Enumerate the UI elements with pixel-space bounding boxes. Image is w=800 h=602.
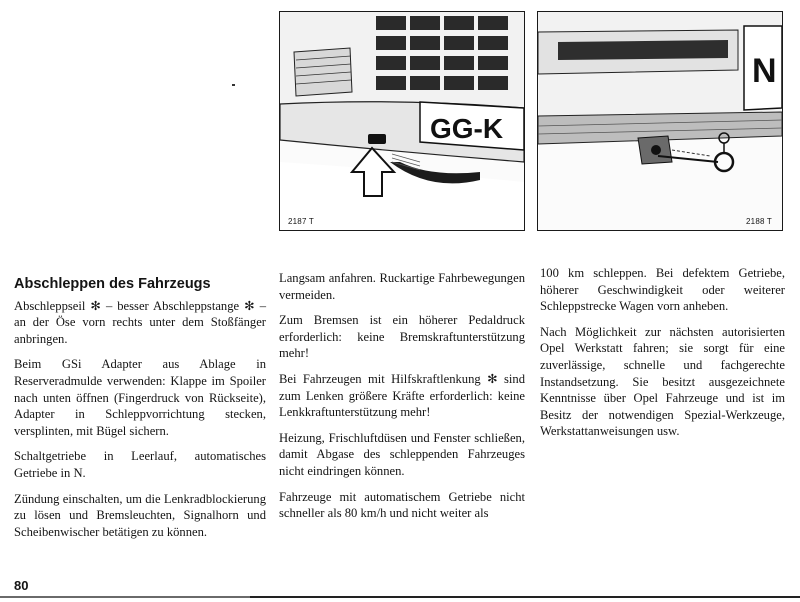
paragraph: 100 km schleppen. Bei defektem Getriebe, höherer Geschwindigkeit oder weiterer Schleppstrecke Wagen vorn anheben.	[540, 266, 785, 314]
figure-code: 2188 T	[746, 217, 772, 226]
section-heading: Abschleppen des Fahrzeugs	[14, 276, 211, 292]
paragraph: Zündung einschalten, um die Lenkradblockierung zu lösen und Bremsleuchten, Signalhorn und Scheibenwischer betätigen zu können.	[14, 491, 266, 539]
figure-code: 2187 T	[288, 217, 314, 226]
paragraph: Abschleppseil ✻ – besser Abschleppstange ✻ – an der Öse vorn rechts unter dem Stoßfänger anbringen.	[14, 298, 266, 346]
paragraph: Langsam anfahren. Ruckartige Fahrbewegungen vermeiden.	[279, 271, 525, 302]
paragraph: Heizung, Frischluftdüsen und Fenster schließen, damit Abgase des schleppenden Fahrzeuges nicht eindringen können.	[279, 430, 525, 478]
towing-eye-icon	[368, 134, 386, 144]
figure-towing-adapter	[537, 11, 783, 231]
bumper-illustration	[280, 12, 524, 230]
adapter-illustration	[538, 12, 782, 230]
bottom-rule-strong	[250, 596, 800, 598]
paragraph: Beim GSi Adapter aus Ablage in Reserveradmulde verwenden: Klappe im Spoiler nach unten öffnen (Fingerdruck von Rückseite), Adapter in Schleppvorrichtung stecken, versplinten, mit Bügel sichern.	[14, 357, 266, 438]
paragraph: Fahrzeuge mit automatischem Getriebe nicht schneller als 80 km/h und nicht weiter als	[279, 489, 525, 521]
text-column-1	[14, 276, 266, 549]
figure-towing-eye-front	[279, 11, 525, 231]
paragraph: Schaltgetriebe in Leerlauf, automatisches Getriebe in N.	[14, 449, 266, 480]
plate-text: GG-K	[430, 113, 504, 144]
paragraph: Nach Möglichkeit zur nächsten autorisierten Opel Werkstatt fahren; sie sorgt für eine zuverlässige, schnelle und fachgerechte Instandsetzung. Sie besitzt ausgezeichnete Kenntnisse über Opel Fahrzeuge und ist im Besitz der notwendigen Spezial-Werkzeuge, Werkstattanweisungen usw.	[540, 324, 785, 439]
svg-text:N: N	[752, 52, 777, 90]
paragraph: Zum Bremsen ist ein höherer Pedaldruck erforderlich: keine Bremskraftunterstützung mehr!	[279, 313, 525, 361]
text-column-3	[540, 265, 785, 449]
page-number: 80	[14, 578, 29, 593]
print-mark	[232, 84, 235, 86]
text-column-2	[279, 270, 525, 531]
paragraph: Bei Fahrzeugen mit Hilfskraftlenkung ✻ sind zum Lenken größere Kräfte erforderlich: keine Lenkkraftunterstützung mehr!	[279, 371, 525, 420]
